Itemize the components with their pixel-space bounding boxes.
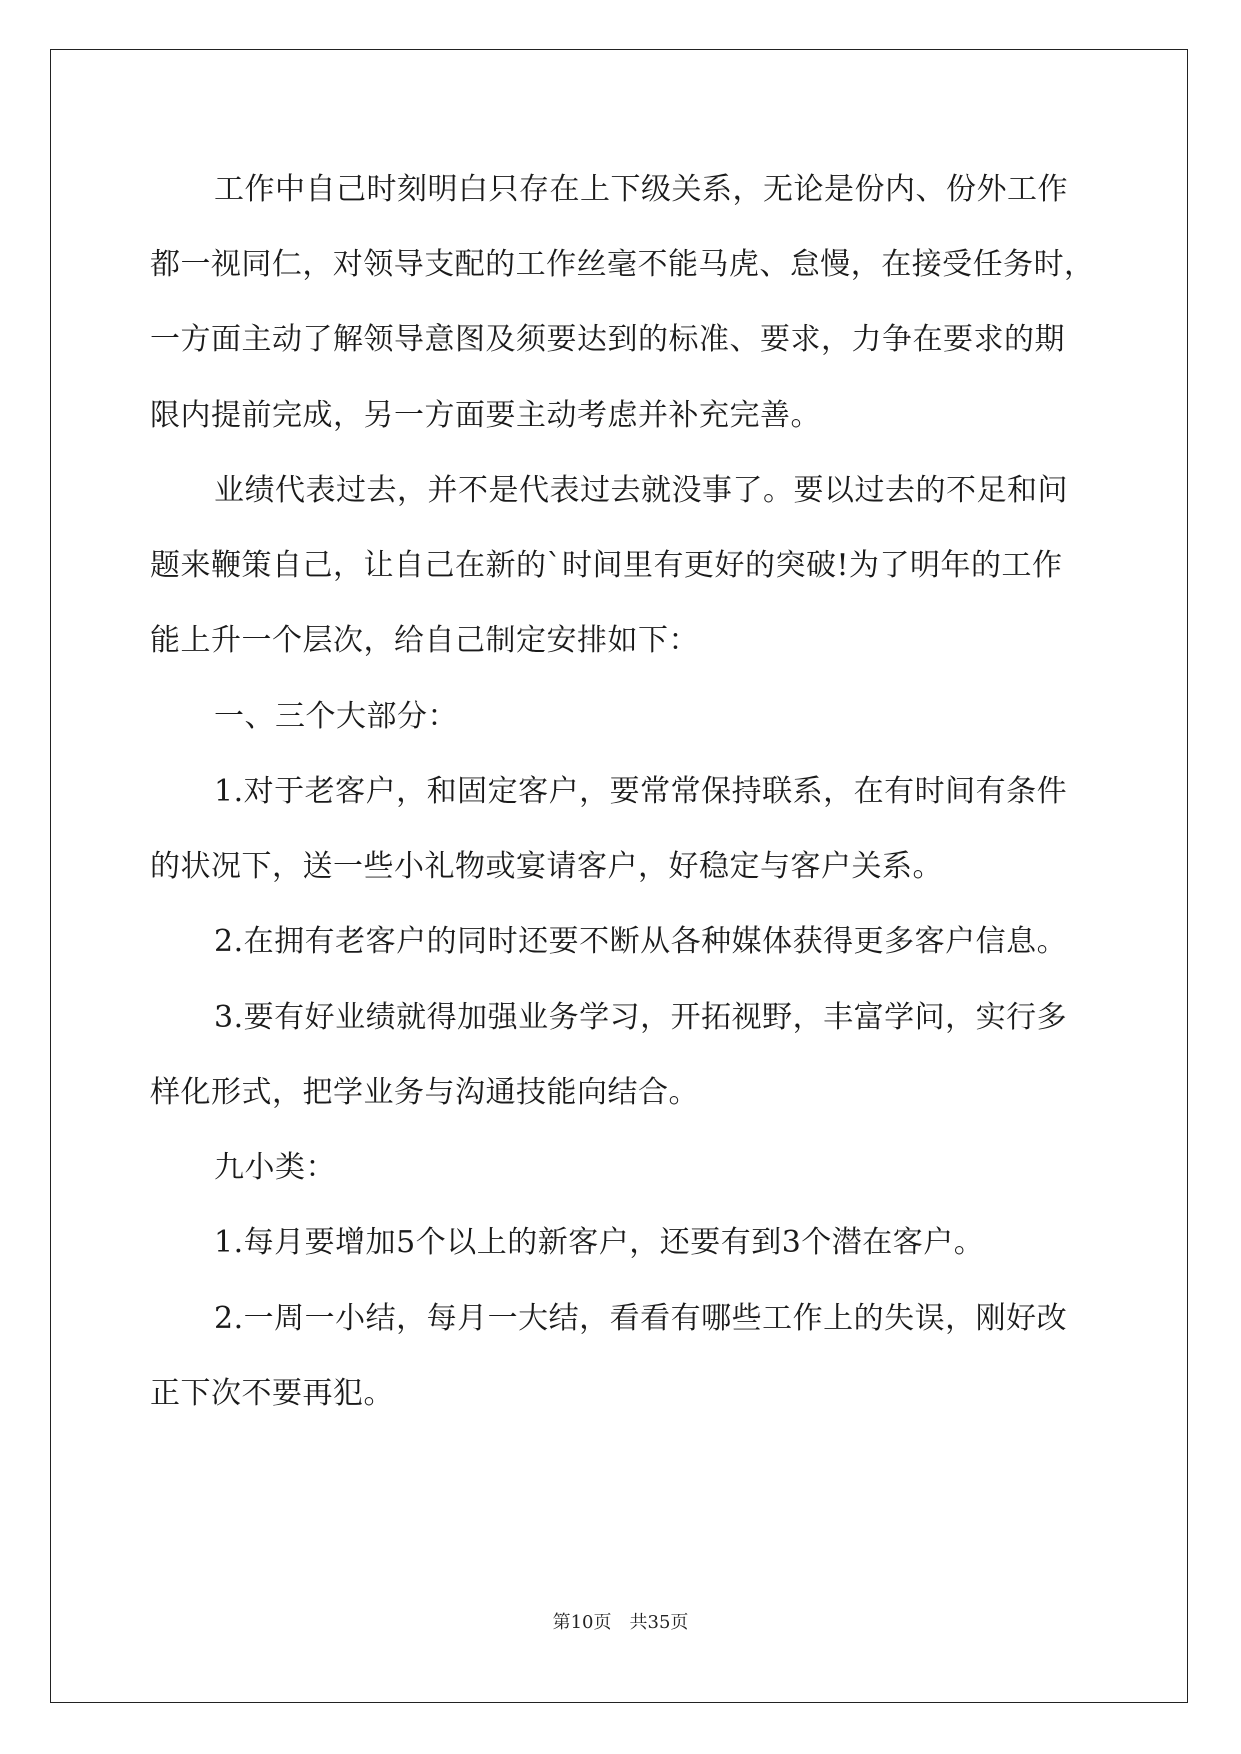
page-total: 共35页: [629, 1612, 689, 1633]
list-item: 1.对于老客户，和固定客户，要常常保持联系，在有时间有条件: [214, 774, 1068, 809]
paragraph-line: 都一视同仁，对领导支配的工作丝毫不能马虎、怠慢，在接受任务时，: [150, 247, 1095, 282]
paragraph-line: 业绩代表过去，并不是代表过去就没事了。要以过去的不足和问: [214, 473, 1068, 508]
list-item: 2.在拥有老客户的同时还要不断从各种媒体获得更多客户信息。: [214, 924, 1068, 959]
paragraph-line: 工作中自己时刻明白只存在上下级关系，无论是份内、份外工作: [214, 172, 1068, 207]
paragraph-line: 正下次不要再犯。: [150, 1376, 394, 1411]
paragraph-line: 样化形式，把学业务与沟通技能向结合。: [150, 1075, 699, 1110]
section-heading: 一、三个大部分：: [214, 699, 458, 734]
page-footer: [0, 1611, 1241, 1635]
page-number: 第10页: [552, 1612, 612, 1633]
paragraph-line: 题来鞭策自己，让自己在新的`时间里有更好的突破!为了明年的工作: [150, 548, 1063, 583]
paragraph-line: 限内提前完成，另一方面要主动考虑并补充完善。: [150, 398, 821, 433]
section-heading: 九小类：: [214, 1150, 336, 1185]
list-item: 3.要有好业绩就得加强业务学习，开拓视野，丰富学问，实行多: [214, 1000, 1068, 1035]
list-item: 1.每月要增加5个以上的新客户，还要有到3个潜在客户。: [214, 1225, 985, 1260]
paragraph-line: 的状况下，送一些小礼物或宴请客户，好稳定与客户关系。: [150, 849, 943, 884]
paragraph-line: 能上升一个层次，给自己制定安排如下：: [150, 623, 699, 658]
list-item: 2.一周一小结，每月一大结，看看有哪些工作上的失误，刚好改: [214, 1301, 1068, 1336]
paragraph-line: 一方面主动了解领导意图及须要达到的标准、要求，力争在要求的期: [150, 322, 1065, 357]
